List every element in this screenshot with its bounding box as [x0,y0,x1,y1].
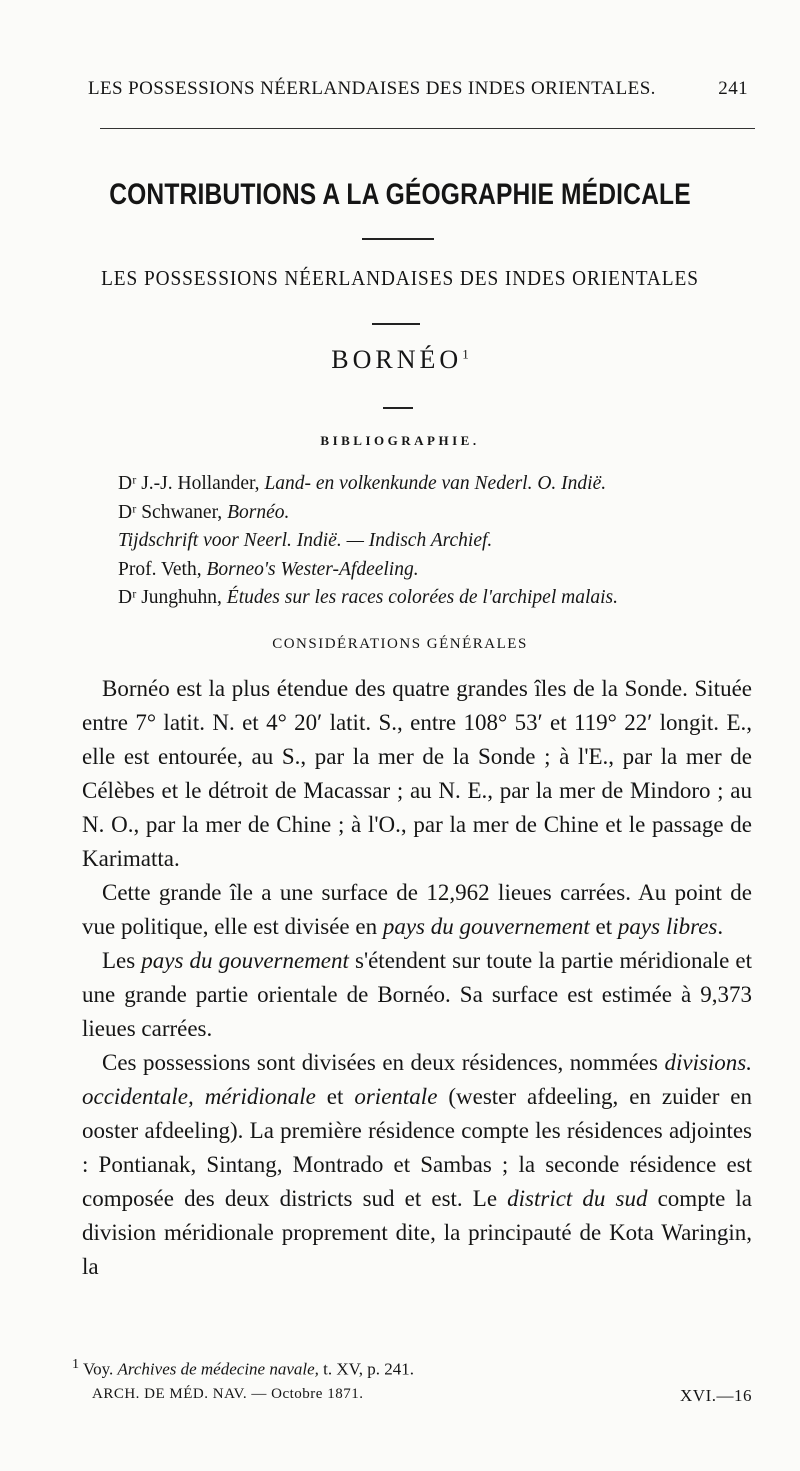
bibliography-entry [118,527,748,556]
paragraph-4-end: compte la division méridionale proprement dite, la principauté de Kota Waringin, la [82,1186,752,1279]
paragraph-2-conj: et [589,914,618,939]
term-pays-du-gouvernement-2: pays du gouvernement [141,948,349,973]
journal-reference: ARCH. DE MÉD. NAV. — Octobre 1871. [92,1386,364,1402]
article-subtitle: LES POSSESSIONS NÉERLANDAISES DES INDES ORIENTALES [101,266,699,290]
page-number: 241 [718,78,748,99]
paragraph-4-text: (wester afdeeling, en zuider en ooster afdeeling). La première résidence compte les résidences adjointes : Pontianak, Sintang, Montrado et Sambas ; la seconde résidence est composée des deux districts sud et est. Le [82,1084,753,1211]
subtitle-rule [372,323,420,325]
section-footnote-mark: 1 [462,346,469,362]
running-title: LES POSSESSIONS NÉERLANDAISES DES INDES ORIENTALES. [88,78,656,99]
bibliography-work: Land- en volkenkunde van Nederl. O. Indië. [264,473,607,494]
bibliography-work: Tijdschrift voor Neerl. Indië. — Indisch Archief. [118,530,493,551]
bibliography-work: Borneo's Wester-Afdeeling. [206,558,419,580]
bibliography-author: Dʳ Schwaner, [118,501,228,523]
term-orientale: orientale [354,1084,438,1109]
bibliography-author: Prof. Veth, [118,558,207,580]
bibliography-entry [118,499,748,528]
section-title [0,345,800,375]
body-text [82,672,752,1284]
paragraph-3-text: s'étendent sur toute la partie méridionale et une grande partie orientale de Bornéo. Sa surface est estimée à 9,373 lieues carrées. [82,948,752,1041]
paragraph-2-end: . [717,914,724,939]
paragraph-2-text: Cette grande île a une surface de 12,962 lieues carrées. Au point de vue politique, elle est divisée en [82,880,752,939]
paragraph-3-start: Les [102,948,142,973]
term-pays-du-gouvernement: pays du gouvernement [382,914,590,939]
bibliography-author: Dʳ J.-J. Hollander, [118,473,265,494]
section-title-text: BORNÉO [331,345,463,374]
term-divisions: divisions. occidentale, méridionale [82,1050,752,1109]
article-title: CONTRIBUTIONS A LA GÉOGRAPHIE MÉDICALE [109,178,691,211]
bibliography-work: Études sur les races colorées de l'archipel malais. [226,587,619,608]
bibliography-entry [118,470,748,499]
bibliography-entry [118,556,748,585]
signature-mark: XVI.—16 [680,1386,752,1405]
header-rule [100,128,755,129]
paragraph-3 [82,944,752,1046]
bibliography-list [118,470,748,613]
footnote-detail: t. XV, p. 241. [318,1359,414,1379]
considerations-heading: CONSIDÉRATIONS GÉNÉRALES [272,636,528,652]
paragraph-4 [82,1046,752,1284]
bibliography-entry [118,584,748,613]
bibliography-author: Dʳ Junghuhn, [118,587,227,608]
paragraph-4-conj: et [315,1084,355,1109]
paragraph-1: Bornéo est la plus étendue des quatre grandes îles de la Sonde. Située entre 7° latit. N. et 4° 20′ latit. S., entre 108° 53′ et 119° 22′ longit. E., elle est entourée, au S., par la mer de la Sonde ; à l'E., par la mer de Célèbes et le détroit de Macassar ; au N. E., par la mer de Mindoro ; au N. O., par la mer de Chine ; à l'O., par la mer de Chine et le passage de Karimatta. [82,676,752,871]
title-rule [362,238,434,240]
footnote-mark: 1 [72,1356,80,1372]
footnote [72,1356,772,1380]
bibliography-heading: BIBLIOGRAPHIE. [320,433,480,448]
section-rule [383,407,413,409]
term-district-du-sud: district du sud [507,1186,648,1211]
paragraph-2 [82,876,752,944]
bibliography-work: Bornéo. [227,501,290,523]
footnote-prefix: Voy. [83,1359,118,1379]
paragraph-4-start: Ces possessions sont divisées en deux résidences, nommées [102,1050,665,1075]
footnote-source: Archives de médecine navale, [117,1359,319,1379]
term-pays-libres: pays libres [617,914,718,939]
